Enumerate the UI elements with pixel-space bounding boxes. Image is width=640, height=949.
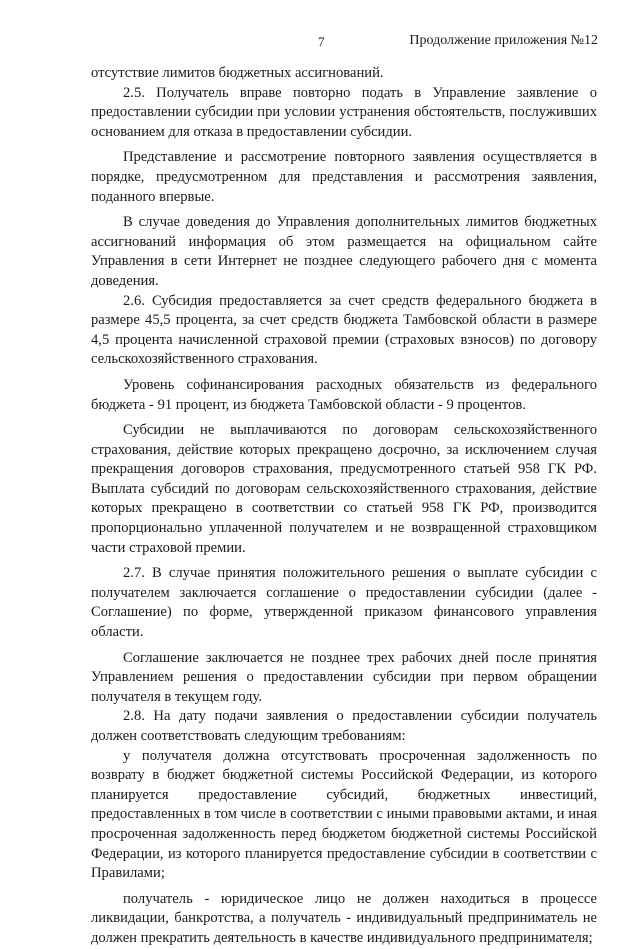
- paragraph-2-8: 2.8. На дату подачи заявления о предоставлении субсидии получатель должен соответствовать следующим требованиям:: [91, 708, 597, 744]
- paragraph-lbo-remark: отсутствие лимитов бюджетных ассигнований.: [91, 65, 384, 81]
- paragraph-agreement-deadline: Соглашение заключается не позднее трех рабочих дней после принятия Управлением решения о предоставлении субсидии при первом обращении получателя в текущем году.: [91, 649, 597, 705]
- page-header: [0, 34, 640, 54]
- paragraph-additional-limits: В случае доведения до Управления дополнительных лимитов бюджетных ассигнований информация об этом размещается на официальном сайте Управления в сети Интернет не позднее следующего рабочего дня с момента доведения.: [91, 214, 597, 289]
- paragraph-requirement-no-debt: у получателя должна отсутствовать просроченная задолженность по возврату в бюджет бюджетной системы Российской Федерации, из которого планируется предоставление субсидий, бюджетных инвестиций, предоставленных в том числе в соответствии с иными правовыми актами, и иная просроченная задолженность перед бюджетом бюджетной системы Российской Федерации, из которого планируется предоставление субсидии в соответствии с Правилами;: [91, 747, 597, 882]
- paragraph-2-6: 2.6. Субсидия предоставляется за счет средств федерального бюджета в размере 45,5 процента, за счет средств бюджета Тамбовской области в размере 4,5 процента начисленной страховой премии (страховых взносов) по договору сельскохозяйственного страхования.: [91, 292, 597, 368]
- document-body: [91, 64, 597, 949]
- page-number: 7: [318, 34, 325, 49]
- paragraph-2-7: 2.7. В случае принятия положительного решения о выплате субсидии с получателем заключается соглашение о предоставлении субсидии (далее - Соглашение) по форме, утвержденной приказом финансового управления области.: [91, 565, 597, 641]
- paragraph-repeat-application: Представление и рассмотрение повторного заявления осуществляется в порядке, предусмотренном для представления и рассмотрения заявления, поданного впервые.: [91, 149, 597, 205]
- paragraph-requirement-no-liquidation: получатель - юридическое лицо не должен находиться в процессе ликвидации, банкротства, а получатель - индивидуальный предприниматель не должен прекратить деятельность в качестве индивидуального предпринимателя;: [91, 890, 597, 946]
- paragraph-cofinancing-level: Уровень софинансирования расходных обязательств из федерального бюджета - 91 процент, из бюджета Тамбовской области - 9 процентов.: [91, 376, 597, 413]
- paragraph-2-5: 2.5. Получатель вправе повторно подать в Управление заявление о предоставлении субсидии при условии устранения обстоятельств, послуживших основанием для отказа в предоставлении субсидии.: [91, 84, 597, 140]
- appendix-continuation-note: Продолжение приложения №12: [409, 33, 598, 48]
- paragraph-early-termination: Субсидии не выплачиваются по договорам сельскохозяйственного страхования, действие которых прекращено досрочно, за исключением случая прекращения договоров страхования, предусмотренного статьей 958 ГК РФ. Выплата субсидий по договорам сельскохозяйственного страхования, действие которых прекращено в соответствии со статьей 958 ГК РФ, производится пропорционально уплаченной получателем и не возвращенной страховщиком части страховой премии.: [91, 422, 597, 556]
